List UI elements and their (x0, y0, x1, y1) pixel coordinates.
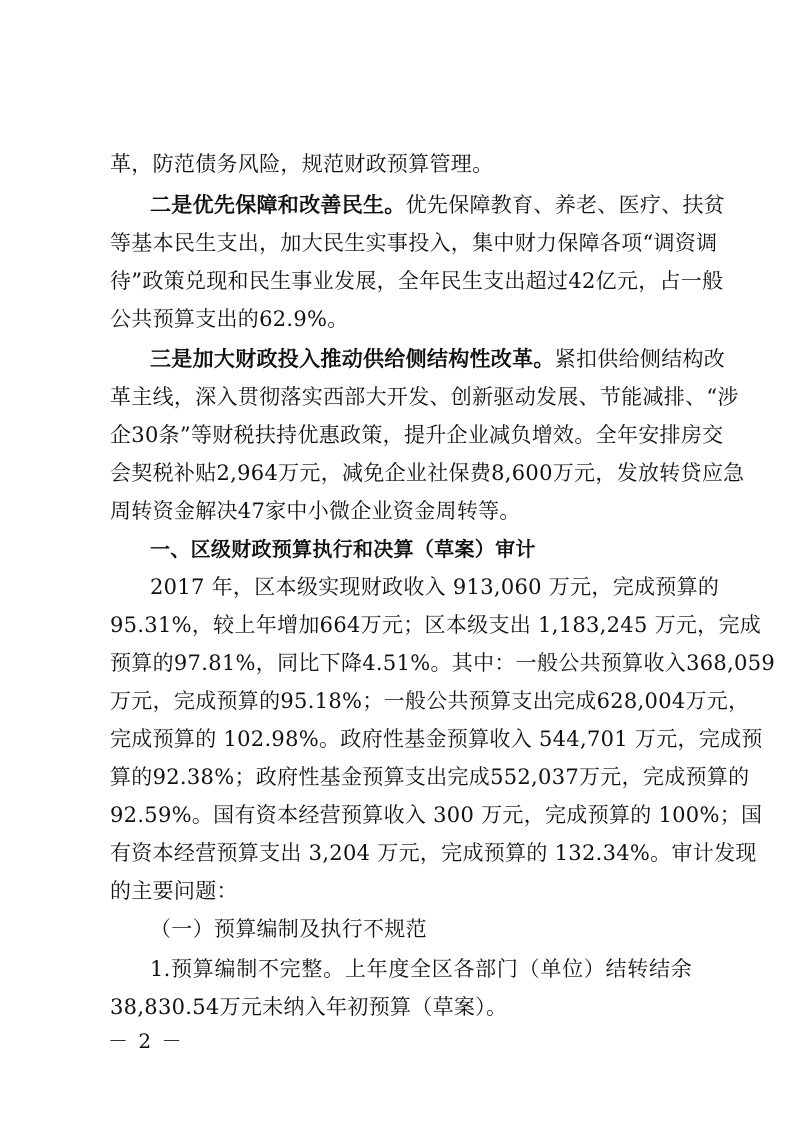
text-line: 算的92.38%；政府性基金预算支出完成552,037万元，完成预算的 (110, 765, 750, 789)
text-line: 企30条”等财税扶持优惠政策，提升企业减负增效。全年安排房交 (110, 423, 724, 447)
text-line (150, 340, 726, 378)
paragraph-lead: 三是加大财政投入推动供给侧结构性改革。 (150, 346, 555, 371)
text-line: 95.31%，较上年增加664万元；区本级支出 1,183,245 万元，完成 (110, 613, 762, 637)
paragraph-lead: 二是优先保障和改善民生。 (150, 192, 406, 217)
text-line: 待”政策兑现和民生事业发展，全年民生支出超过42亿元，占一般 (110, 269, 724, 293)
text-line (150, 186, 726, 224)
text-line: 万元，完成预算的95.18%；一般公共预算支出完成628,004万元， (110, 689, 750, 713)
text-line: 完成预算的 102.98%。政府性基金预算收入 544,701 万元，完成预 (110, 727, 763, 751)
text-line: 2017 年，区本级实现财政收入 913,060 万元，完成预算的 (150, 575, 720, 599)
text-line: 革，防范债务风险，规范财政预算管理。 (110, 152, 494, 176)
text-line: 1.预算编制不完整。上年度全区各部门（单位）结转结余 (150, 957, 692, 981)
subsection-heading: （一）预算编制及执行不规范 (150, 917, 427, 941)
text-line: 92.59%。国有资本经营预算收入 300 万元，完成预算的 100%；国 (110, 803, 763, 827)
paragraph-text: 紧扣供给侧结构改 (554, 347, 726, 371)
text-line: 公共预算支出的62.9%。 (110, 307, 349, 331)
page-number: － 2 － (108, 1029, 184, 1053)
text-line: 有资本经营预算支出 3,204 万元，完成预算的 132.34%。审计发现 (110, 841, 757, 865)
text-line: 会契税补贴2,964万元，减免企业社保费8,600万元，发放转贷应急 (110, 461, 745, 485)
text-line: 革主线，深入贯彻落实西部大开发、创新驱动发展、节能减排、“涉 (110, 385, 739, 409)
text-line: 预算的97.81%，同比下降4.51%。其中：一般公共预算收入368,059 (110, 651, 776, 675)
text-line: 的主要问题： (110, 879, 238, 903)
paragraph-text: 优先保障教育、养老、医疗、扶贫 (405, 193, 726, 217)
section-heading: 一、区级财政预算执行和决算（草案）审计 (150, 537, 536, 561)
text-line: 周转资金解决47家中小微企业资金周转等。 (110, 499, 521, 523)
text-line: 等基本民生支出，加大民生实事投入，集中财力保障各项“调资调 (110, 231, 718, 255)
text-line: 38,830.54万元未纳入年初预算（草案）。 (110, 995, 508, 1019)
